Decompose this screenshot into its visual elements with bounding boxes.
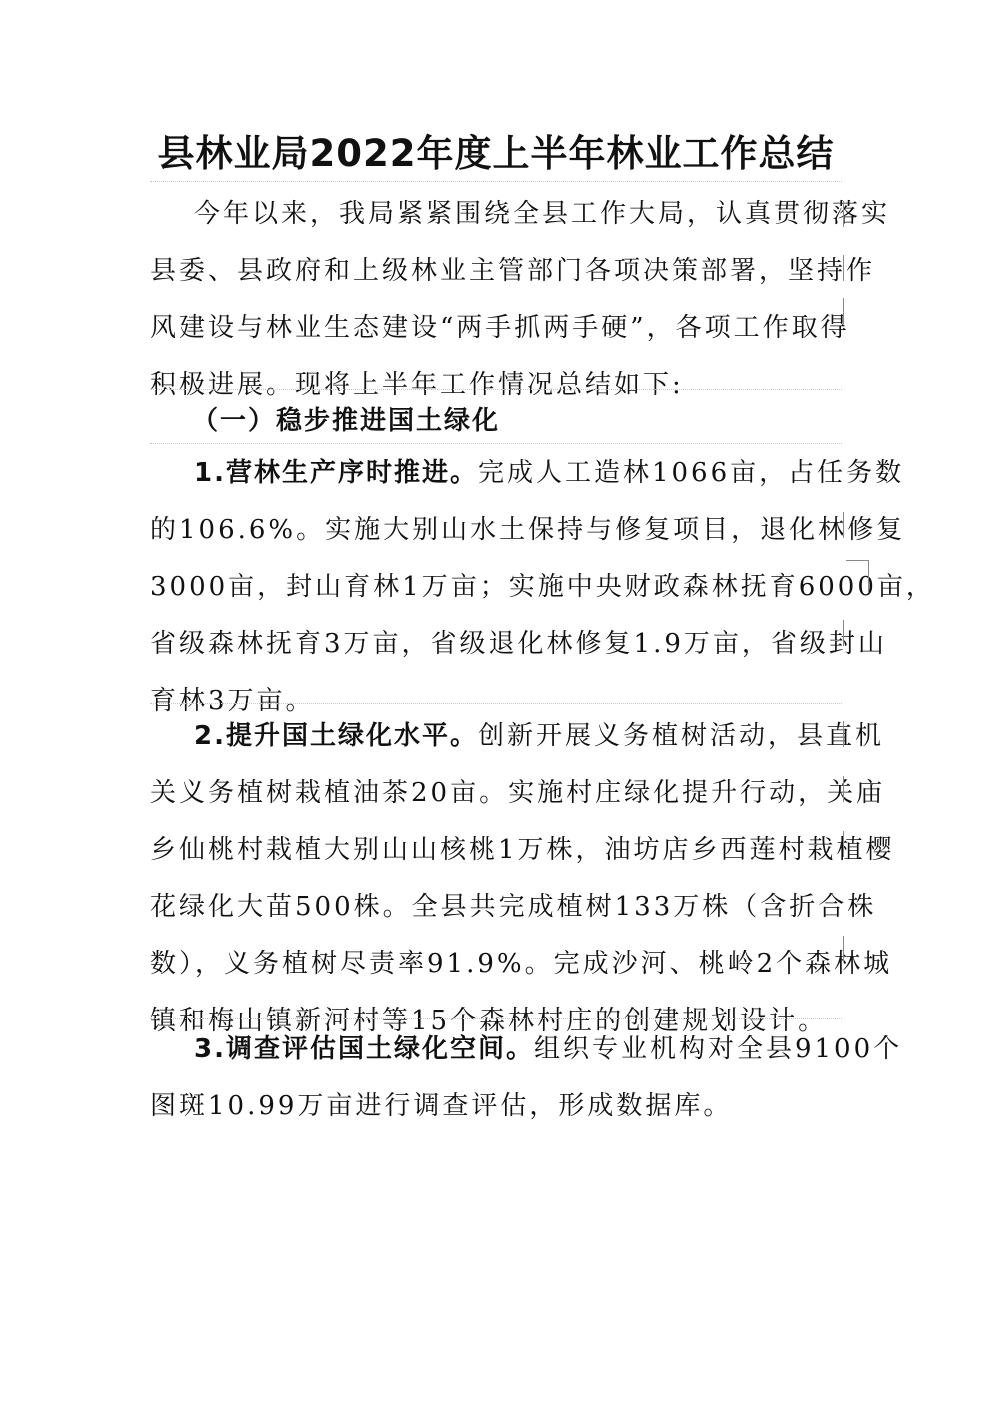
paragraph-divider [150,181,842,182]
item2-line: 关义务植树栽植油茶20亩。实施村庄绿化提升行动，关庙 [150,778,886,808]
item2-first-line [150,708,884,765]
intro-line: 积极进展。现将上半年工作情况总结如下: [150,370,684,400]
item1-paragraph [150,445,935,730]
line-end-marker [843,936,844,962]
intro-line: 县委、县政府和上级林业主管部门各项决策部署，坚持作 [150,256,876,286]
intro-line: 今年以来，我局紧紧围绕全县工作大局，认真贯彻落实 [194,199,891,229]
line-end-marker [843,721,844,747]
paragraph-divider [150,443,842,444]
paragraph-divider [150,703,842,704]
line-end-marker [843,620,844,646]
paragraph-divider [150,1018,842,1019]
section-heading: （一）稳步推进国土绿化 [192,406,501,436]
text-boundary-corner-marker [846,560,869,593]
line-end-marker [843,776,844,802]
item3-first-line-text: 组织专业机构对全县9100个 [533,1034,903,1064]
line-end-marker [843,298,844,324]
line-end-marker [843,255,844,281]
item3-paragraph [150,1021,903,1135]
item1-line: 省级森林抚育3万亩，省级退化林修复1.9万亩，省级封山 [150,629,887,659]
document-title: 县林业局2022年度上半年林业工作总结 [157,132,835,175]
intro-paragraph [150,186,891,414]
item2-first-line-text: 创新开展义务植树活动，县直机 [477,721,884,751]
item2-line: 花绿化大苗500株。全县共完成植树133万株（含折合株 [150,892,877,922]
item1-line: 3000亩，封山育林1万亩；实施中央财政森林抚育6000亩， [150,572,935,602]
item3-line: 图斑10.99万亩进行调查评估，形成数据库。 [150,1091,733,1121]
item1-heading: 1.营林生产序时推进。 [194,458,478,488]
item1-line: 的106.6%。实施大别山水土保持与修复项目，退化林修复 [150,515,906,545]
intro-line: 风建设与林业生态建设“两手抓两手硬”，各项工作取得 [150,313,850,343]
item1-first-line [150,445,905,502]
item2-line: 乡仙桃村栽植大别山山核桃1万株，油坊店乡西莲村栽植樱 [150,835,895,865]
item3-first-line [150,1021,903,1078]
item2-heading: 2.提升国土绿化水平。 [194,721,478,751]
item3-heading: 3.调查评估国土绿化空间。 [194,1034,534,1064]
line-end-marker [843,512,844,538]
item1-line: 育林3万亩。 [150,686,315,716]
item2-line: 数），义务植树尽责率91.9%。完成沙河、桃岭2个森林城 [150,949,893,979]
paragraph-divider [150,389,842,390]
line-end-marker [843,831,844,857]
item2-line: 镇和梅山镇新河村等15个森林村庄的创建规划设计。 [150,1006,828,1036]
line-end-marker [843,201,844,227]
item1-first-line-text: 完成人工造林1066亩，占任务数 [477,458,905,488]
